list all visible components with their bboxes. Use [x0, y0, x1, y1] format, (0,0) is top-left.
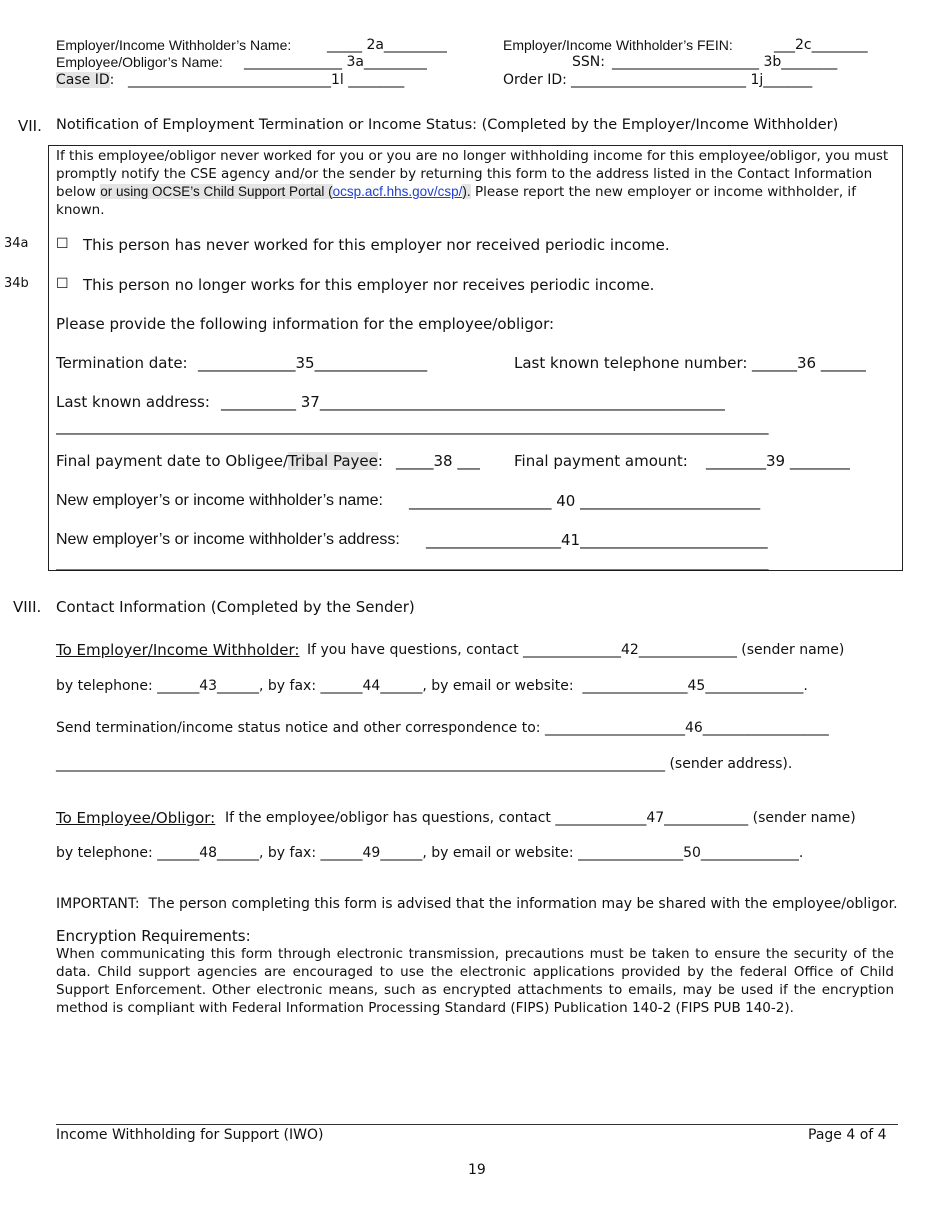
final-payment-date-label: Final payment date to Obligee/Tribal Payee:: [56, 452, 383, 470]
order-id-label: Order ID:: [503, 72, 567, 88]
termination-date-label: Termination date:: [56, 354, 188, 372]
footer-rule: [56, 1124, 898, 1125]
section-8-numeral: VIII.: [13, 598, 42, 616]
last-address-field[interactable]: __________ 37______________________________________________________: [221, 393, 725, 411]
telephone-field[interactable]: ______36 ______: [752, 354, 866, 372]
important-notice: IMPORTANT: The person completing this form is advised that the information may be shared with the employee/obligor.: [56, 896, 898, 912]
obligor-name-label: Employee/Obligor’s Name:: [56, 54, 223, 70]
section-7-intro: If this employee/obligor never worked for you or you are no longer withholding income for this employee/obligor, you must promptly notify the CSE agency and/or the sender by returning this form to the address listed in the Contact Information below or using OCSE’s Child Support Portal (ocsp.acf.hhs.gov/csp/). Please report the new employer or income withholder, if known.: [56, 148, 889, 218]
provide-info-text: Please provide the following information for the employee/obligor:: [56, 315, 555, 333]
page-number: 19: [468, 1162, 486, 1178]
checkbox-34a-number: 34a: [4, 236, 29, 251]
new-employer-address-field-line2[interactable]: _______________________________________________________________________________________________: [56, 553, 769, 571]
obligor-contact-name-field[interactable]: If the employee/obligor has questions, contact _____________47____________ (sender name): [225, 810, 856, 826]
checkbox-34b-number: 34b: [4, 276, 29, 291]
portal-link[interactable]: ocsp.acf.hhs.gov/csp/: [332, 184, 463, 199]
footer-form-name: Income Withholding for Support (IWO): [56, 1127, 324, 1143]
obligor-name-field[interactable]: ______________ 3a_________: [244, 54, 427, 70]
encryption-heading: Encryption Requirements:: [56, 927, 251, 945]
employer-name-label: Employer/Income Withholder’s Name:: [56, 37, 292, 53]
sender-address-field[interactable]: _______________________________________________________________________________________ (sender address).: [56, 756, 793, 772]
checkbox-34a[interactable]: ☐: [56, 236, 69, 252]
checkbox-34b-label: This person no longer works for this employer nor receives periodic income.: [83, 276, 655, 294]
checkbox-34b[interactable]: ☐: [56, 276, 69, 292]
section-7-title: Notification of Employment Termination or Income Status: (Completed by the Employer/Income Withholder): [56, 117, 839, 133]
employer-contact-details-field[interactable]: by telephone: ______43______, by fax: ______44______, by email or website: _______________45______________.: [56, 678, 808, 694]
order-id-field[interactable]: _________________________ 1j_______: [571, 72, 813, 88]
final-payment-date-field[interactable]: _____38 ___: [396, 452, 480, 470]
new-employer-address-label: New employer’s or income withholder’s address:: [56, 531, 400, 548]
footer-page-label: Page 4 of 4: [808, 1127, 887, 1143]
obligor-contact-details-field[interactable]: by telephone: ______48______, by fax: ______49______, by email or website: _______________50______________.: [56, 845, 804, 861]
section-8-title: Contact Information (Completed by the Sender): [56, 598, 415, 616]
new-employer-address-field[interactable]: __________________41_________________________: [426, 531, 768, 549]
new-employer-name-field[interactable]: ___________________ 40 ________________________: [409, 492, 761, 510]
final-payment-amount-field[interactable]: ________39 ________: [706, 452, 850, 470]
termination-date-field[interactable]: _____________35_______________: [198, 354, 428, 372]
employer-contact-name-field[interactable]: If you have questions, contact ______________42______________ (sender name): [307, 642, 845, 658]
section-7-numeral: VII.: [18, 117, 42, 135]
send-notice-field[interactable]: Send termination/income status notice and other correspondence to: ____________________46__________________: [56, 720, 829, 736]
to-obligor-label: To Employee/Obligor:: [56, 809, 216, 827]
fein-label: Employer/Income Withholder’s FEIN:: [503, 37, 733, 53]
employer-name-field[interactable]: _____ 2a_________: [327, 37, 447, 53]
case-id-field[interactable]: _____________________________1l ________: [128, 72, 405, 88]
ssn-label: SSN:: [572, 54, 605, 70]
last-address-field-line2[interactable]: _______________________________________________________________________________________________: [56, 417, 769, 435]
last-address-label: Last known address:: [56, 393, 210, 411]
case-id-label: Case ID:: [56, 72, 115, 88]
to-employer-label: To Employer/Income Withholder:: [56, 641, 300, 659]
final-payment-amount-label: Final payment amount:: [514, 452, 688, 470]
telephone-label: Last known telephone number:: [514, 354, 748, 372]
fein-field[interactable]: ___2c________: [774, 37, 868, 53]
ssn-field[interactable]: _____________________ 3b________: [612, 54, 838, 70]
encryption-text: When communicating this form through electronic transmission, precautions must be taken to ensure the security of the data. Child support agencies are encouraged to use the electronic applications provided by the federal Office of Child Support Enforcement. Other electronic means, such as encrypted attachments to emails, may be used if the encryption method is compliant with Federal Information Processing Standard (FIPS) Publication 140-2 (FIPS PUB 140-2).: [56, 946, 894, 1016]
new-employer-name-label: New employer’s or income withholder’s name:: [56, 492, 383, 509]
checkbox-34a-label: This person has never worked for this employer nor received periodic income.: [83, 236, 670, 254]
